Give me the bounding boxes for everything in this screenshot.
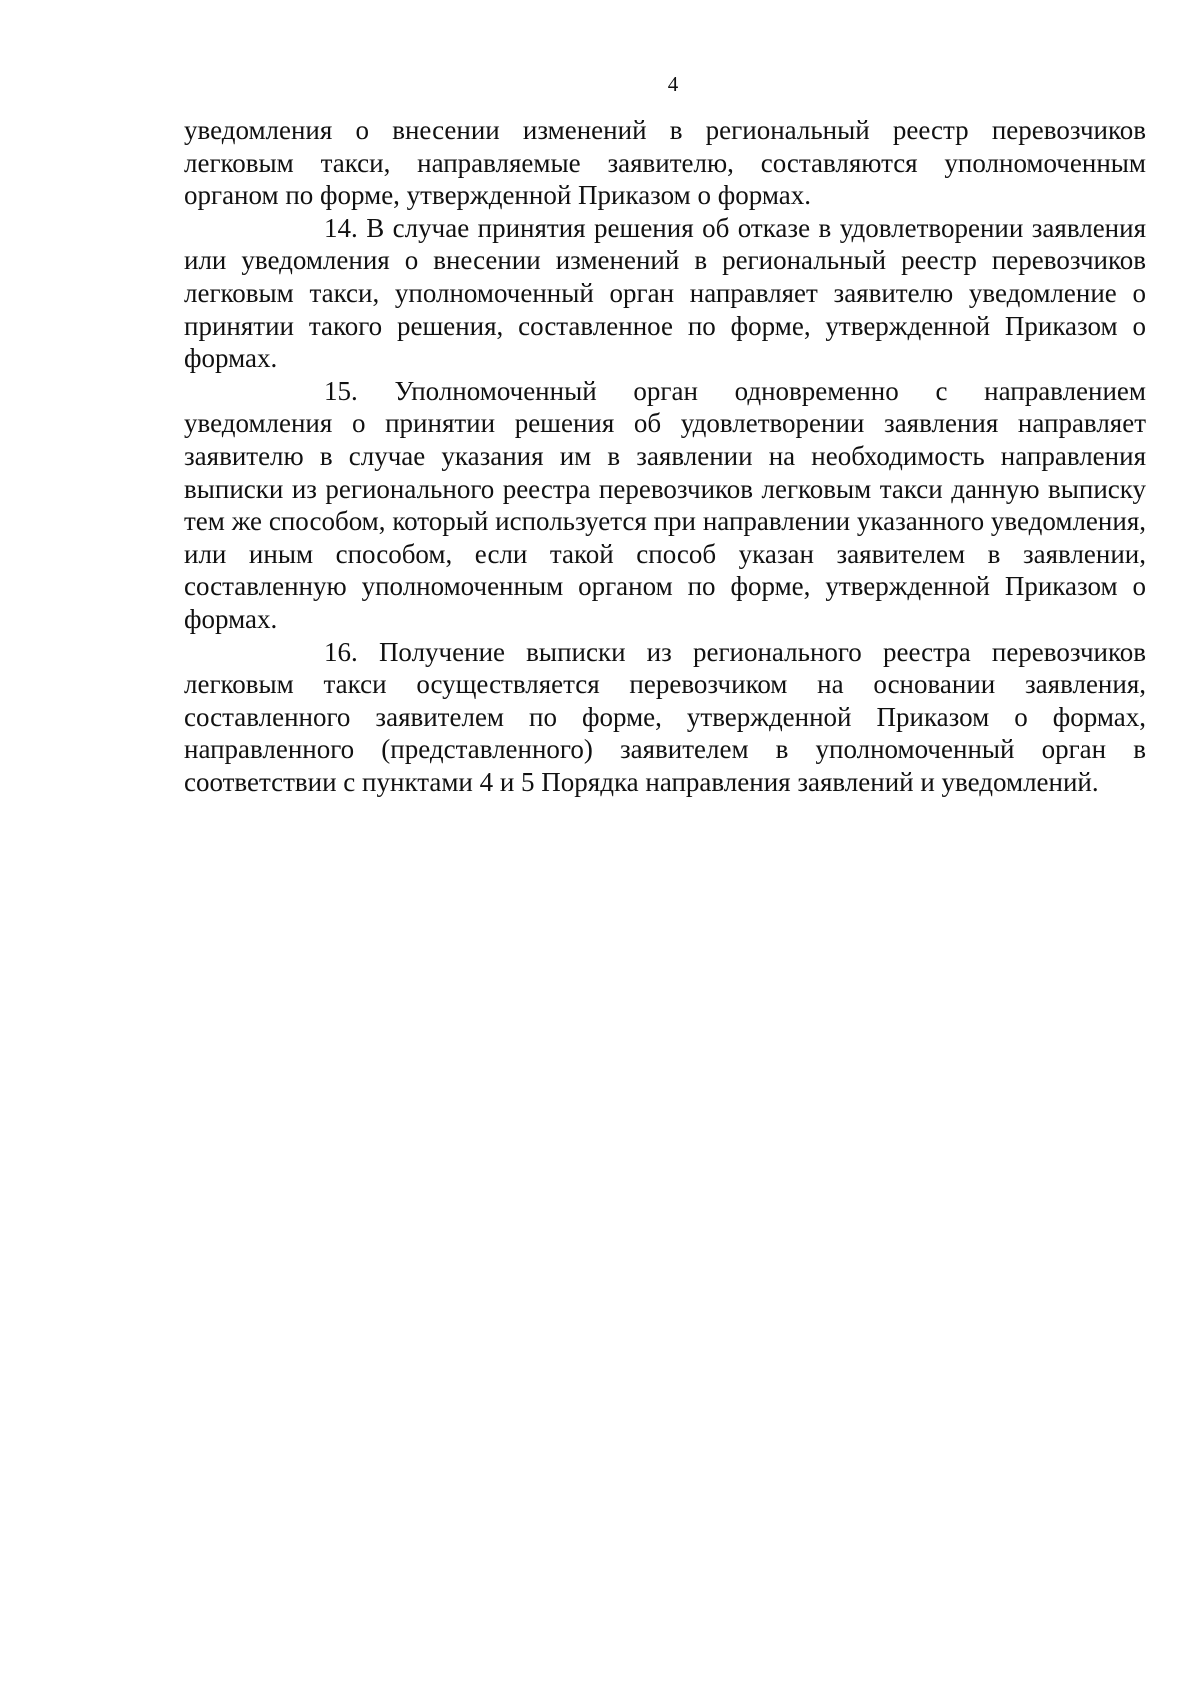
paragraph-16 bbox=[184, 636, 1146, 799]
paragraph-14 bbox=[184, 212, 1146, 375]
paragraph-text: уведомления о внесении изменений в региональный реестр перевозчиков легковым такси, направляемые заявителю, составляются уполномоченным органом по форме, утвержденной Приказом о формах. bbox=[184, 115, 1146, 211]
paragraph-continuation bbox=[184, 114, 1146, 212]
paragraph-number: 15. bbox=[324, 375, 358, 406]
paragraph-text: В случае принятия решения об отказе в удовлетворении заявления или уведомления о внесении изменений в региональный реестр перевозчиков легковым такси, уполномоченный орган направляет заявителю уведомление о принятии такого решения, составленное по форме, утвержденной Приказом о формах. bbox=[184, 212, 1146, 374]
document-body bbox=[184, 114, 1146, 798]
paragraph-text: Получение выписки из регионального реестра перевозчиков легковым такси осуществляется перевозчиком на основании заявления, составленного заявителем по форме, утвержденной Приказом о формах, направленного (представленного) заявителем в уполномоченный орган в соответствии с пунктами 4 и 5 Порядка направления заявлений и уведомлений. bbox=[184, 636, 1147, 797]
paragraph-number: 16. bbox=[324, 636, 358, 667]
page-number: 4 bbox=[667, 72, 679, 96]
paragraph-number: 14. bbox=[324, 212, 358, 243]
paragraph-15 bbox=[184, 375, 1146, 636]
paragraph-text: Уполномоченный орган одновременно с направлением уведомления о принятии решения об удовлетворении заявления направляет заявителю в случае указания им в заявлении на необходимость направления выписки из регионального реестра перевозчиков легковым такси данную выписку тем же способом, который используется при направлении указанного уведомления, или иным способом, если такой способ указан заявителем в заявлении, составленную уполномоченным органом по форме, утвержденной Приказом о формах. bbox=[184, 375, 1146, 634]
